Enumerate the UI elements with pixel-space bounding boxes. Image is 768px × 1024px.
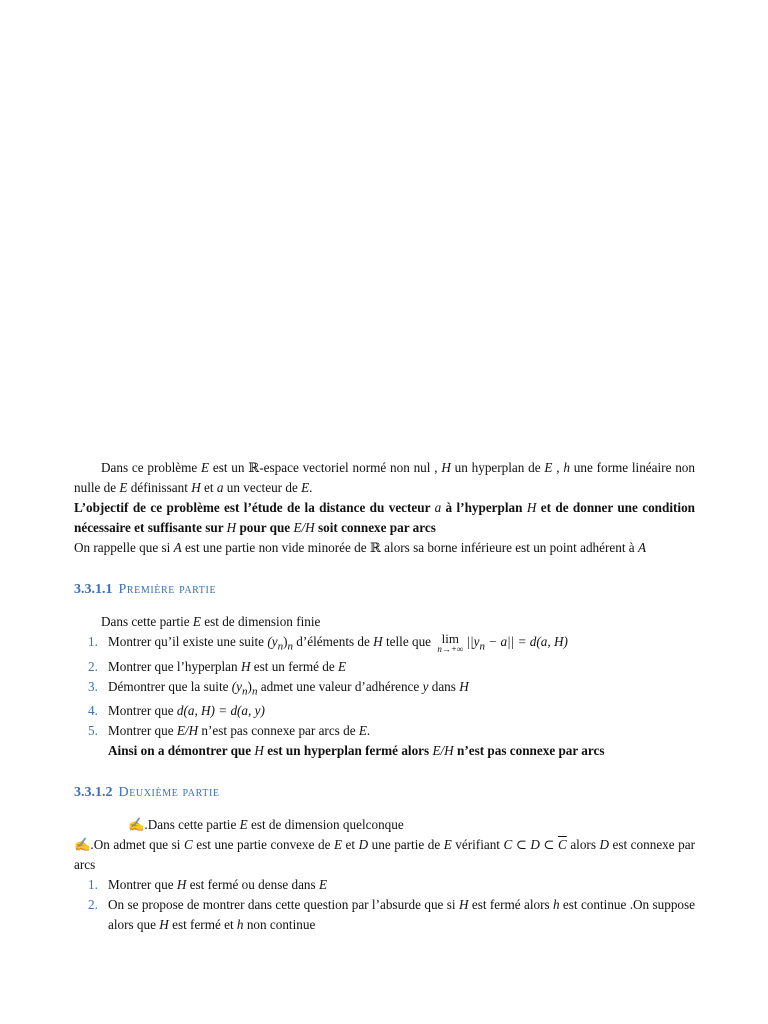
closure-symbol: $\overline{C}$ [558, 837, 567, 853]
text: telle que [382, 634, 435, 649]
math: H [373, 634, 383, 649]
math: H [254, 743, 264, 759]
text: -espace vectoriel normé non nul , [259, 460, 442, 475]
text: vérifiant [451, 837, 504, 853]
limit-text: lim [441, 631, 460, 646]
text: et de donner une condition nécessaire et suffisante sur [74, 500, 695, 535]
math: H [226, 520, 237, 535]
list-item [74, 701, 695, 721]
item-number: 1. [88, 634, 98, 649]
list-item [74, 632, 695, 657]
section-heading-1 [74, 580, 695, 600]
section-number: 3.3.1.1 [74, 582, 113, 597]
math: ℝ [248, 460, 260, 475]
math: E [119, 480, 128, 495]
text: Montrer que [108, 877, 177, 893]
math: E [544, 460, 553, 475]
math: H [176, 877, 187, 893]
math: n [277, 640, 284, 653]
math: E [318, 877, 328, 893]
text: un hyperplan de [450, 460, 545, 475]
math: a [216, 480, 224, 495]
math: A [173, 540, 182, 555]
text: définissant [127, 480, 192, 495]
limit-subscript: n→+∞ [437, 644, 464, 654]
text: est une partie non vide minorée de [181, 540, 370, 555]
math: (y [267, 634, 278, 649]
math: h [563, 460, 570, 475]
item-number: 1. [88, 877, 98, 893]
math: E [301, 480, 310, 495]
math: C [183, 837, 193, 853]
text: est de dimension finie [200, 614, 321, 629]
text: est continue .On suppose alors que [108, 897, 695, 933]
item-number: 5. [88, 723, 98, 739]
math: E [358, 723, 367, 739]
math: E/H [176, 723, 199, 739]
item-number: 4. [88, 703, 98, 719]
text: un vecteur de [223, 480, 302, 495]
text: Montrer que [108, 723, 177, 739]
math: C ⊂ D ⊂ [503, 837, 558, 853]
math: E [443, 837, 452, 853]
text: à l’hyperplan [441, 500, 527, 515]
text: est fermé ou dense dans [186, 877, 319, 893]
text: Démontrer que la suite [108, 678, 232, 694]
section-number: 3.3.1.2 [74, 785, 113, 801]
text: une forme linéaire non nulle de [74, 460, 695, 495]
section-heading-2 [74, 783, 695, 803]
pencil-icon: ✍ [74, 837, 91, 853]
math: n [479, 640, 485, 653]
math: H [240, 658, 251, 674]
text: L’objectif de ce problème est l’étude de la distance du vecteur [74, 500, 435, 515]
math: H [441, 460, 451, 475]
math: n [287, 640, 293, 653]
math: ) [283, 634, 288, 649]
text: et [342, 837, 359, 853]
math: ) [247, 678, 252, 694]
text: alors sa borne inférieure est un point adhérent à [380, 540, 638, 555]
math: ℝ [369, 540, 381, 555]
text: Montrer qu’il existe une suite [108, 634, 268, 649]
math: y [422, 678, 429, 694]
math: H [159, 917, 169, 933]
math: ||y [466, 634, 480, 649]
math: (y [231, 678, 243, 694]
list-item [74, 657, 695, 677]
section1-list [74, 632, 695, 741]
item-number: 3. [88, 678, 98, 694]
math: E/H [293, 520, 315, 535]
section1-conclusion [74, 741, 695, 761]
math: H [526, 500, 537, 515]
limit-operator [437, 631, 464, 654]
text: est fermé alors [468, 897, 553, 913]
list-item [74, 895, 695, 935]
text: non continue [243, 917, 316, 933]
text: , [552, 460, 564, 475]
text: . [309, 480, 313, 495]
text: une partie de [368, 837, 444, 853]
text: On se propose de montrer dans cette question par l’absurde que si [108, 897, 459, 913]
math: E [201, 460, 210, 475]
text: Montrer que [108, 703, 177, 719]
recall-paragraph [74, 538, 695, 558]
section-title: Deuxième partie [118, 785, 220, 801]
text: est un fermé de [250, 658, 338, 674]
text: . [366, 723, 371, 739]
page-content [74, 458, 695, 935]
text: n’est pas connexe par arcs [453, 743, 605, 759]
section2-list [74, 875, 695, 935]
text: On rappelle que si [74, 540, 174, 555]
text: est de dimension quelconque [247, 817, 404, 833]
math: E [239, 817, 248, 833]
section-title: Première partie [118, 582, 217, 597]
objective-paragraph [74, 498, 695, 538]
math: n [251, 685, 258, 698]
math: E [333, 837, 343, 853]
math: E [192, 614, 201, 629]
list-item [74, 721, 695, 741]
text: admet une valeur d’adhérence [257, 678, 423, 694]
math: − a|| = d(a, H) [484, 634, 568, 649]
math: H [458, 897, 469, 913]
text: Dans cette partie [101, 614, 193, 629]
text: est connexe par arcs [74, 837, 695, 873]
text: est une partie convexe de [192, 837, 334, 853]
math: h [236, 917, 244, 933]
list-item [74, 875, 695, 895]
text: et [200, 480, 217, 495]
text: alors [566, 837, 600, 853]
math: h [552, 897, 560, 913]
item-number: 2. [88, 897, 98, 913]
math: n [242, 685, 248, 698]
intro-paragraph-1 [74, 458, 695, 498]
text: est un [209, 460, 249, 475]
math: E [337, 658, 347, 674]
math: a [434, 500, 442, 515]
item-number: 2. [88, 658, 98, 674]
text: d’éléments de [292, 634, 374, 649]
text: soit connexe par arcs [314, 520, 436, 535]
section2-admission-paragraph [74, 835, 695, 875]
math: D [599, 837, 609, 853]
text: est un hyperplan fermé alors [263, 743, 433, 759]
math: A [637, 540, 646, 555]
text: Dans ce problème [101, 460, 201, 475]
text: .Dans cette partie [144, 817, 240, 833]
text: n’est pas connexe par arcs de [198, 723, 359, 739]
math: D [358, 837, 369, 853]
math: H [191, 480, 201, 495]
text: Montrer que l’hyperplan [108, 658, 241, 674]
list-item [74, 677, 695, 702]
text: pour que [236, 520, 294, 535]
pencil-icon: ✍ [128, 817, 145, 833]
section1-lead [74, 612, 695, 632]
section2-lead [74, 815, 695, 835]
text: .On admet que si [90, 837, 184, 853]
text: dans [428, 678, 460, 694]
math: E/H [432, 743, 454, 759]
text: est fermé et [168, 917, 237, 933]
math: H [459, 678, 469, 694]
math: d(a, H) = d(a, y) [176, 703, 265, 719]
text: Ainsi on a démontrer que [108, 743, 255, 759]
